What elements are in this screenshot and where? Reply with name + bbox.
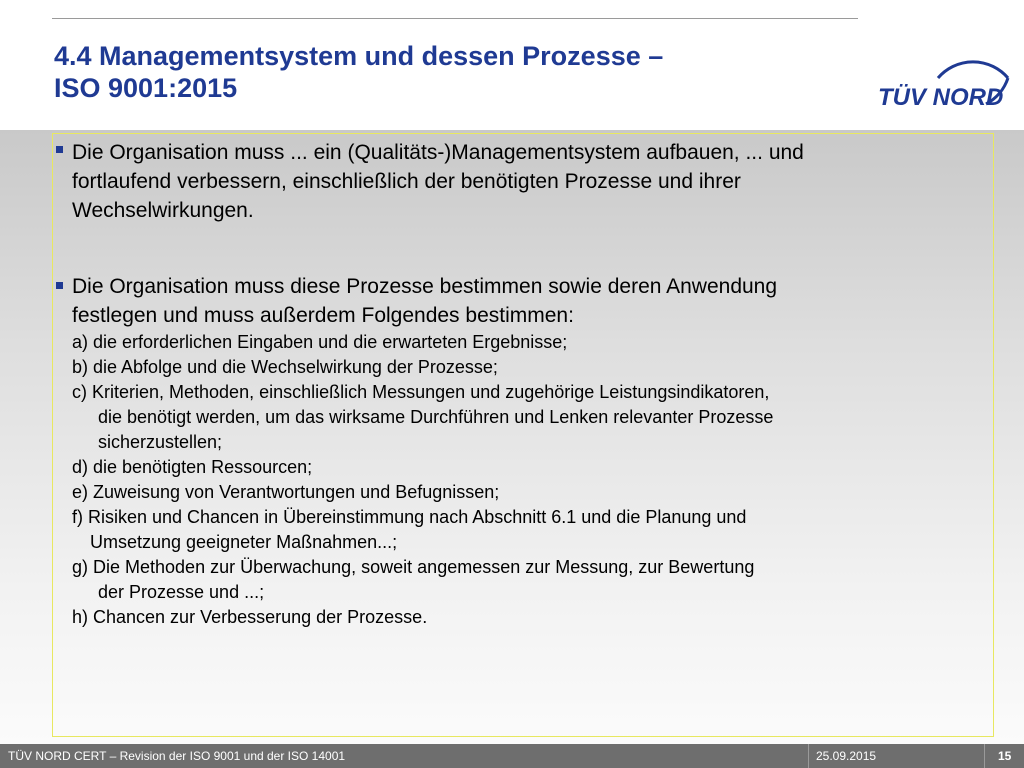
list-item-f: f) Risiken und Chancen in Übereinstimmung nach Abschnitt 6.1 und die Planung und bbox=[72, 507, 747, 527]
footer-divider-2 bbox=[984, 744, 985, 768]
footer-title: TÜV NORD CERT – Revision der ISO 9001 und der ISO 14001 bbox=[8, 749, 346, 763]
list-item-c: c) Kriterien, Methoden, einschließlich Messungen und zugehörige Leistungsindikatoren, bbox=[72, 382, 770, 402]
header-rule bbox=[52, 18, 858, 19]
list-item-d: d) die benötigten Ressourcen; bbox=[72, 457, 313, 477]
slide-footer bbox=[0, 744, 1024, 768]
bullet-2 bbox=[72, 272, 982, 630]
bullet-1 bbox=[72, 138, 982, 225]
list-item-c-cont-1: die benötigt werden, um das wirksame Durchführen und Lenken relevanter Prozesse bbox=[98, 407, 774, 427]
bullet-2-line-1: Die Organisation muss diese Prozesse bestimmen sowie deren Anwendung bbox=[72, 275, 778, 298]
list-item-h: h) Chancen zur Verbesserung der Prozesse. bbox=[72, 607, 428, 627]
list-item-g-cont: der Prozesse und ...; bbox=[98, 582, 265, 602]
bullet-1-line-1: Die Organisation muss ... ein (Qualitäts-)Managementsystem aufbauen, ... und bbox=[72, 141, 804, 164]
slide-title bbox=[54, 40, 814, 104]
bullet-marker-1 bbox=[56, 146, 63, 153]
title-line-1: 4.4 Managementsystem und dessen Prozesse – bbox=[54, 41, 664, 71]
tuv-nord-logo bbox=[874, 44, 1014, 114]
list-item-f-cont: Umsetzung geeigneter Maßnahmen...; bbox=[90, 532, 398, 552]
logo-arc-icon bbox=[874, 44, 1014, 114]
footer-date: 25.09.2015 bbox=[816, 749, 877, 763]
list-item-e: e) Zuweisung von Verantwortungen und Befugnissen; bbox=[72, 482, 500, 502]
bullet-1-line-3: Wechselwirkungen. bbox=[72, 199, 254, 222]
slide-header bbox=[0, 0, 1024, 130]
list-item-b: b) die Abfolge und die Wechselwirkung der Prozesse; bbox=[72, 357, 498, 377]
title-line-2: ISO 9001:2015 bbox=[54, 73, 238, 103]
page-number: 15 bbox=[998, 749, 1012, 763]
list-item-a: a) die erforderlichen Eingaben und die erwarteten Ergebnisse; bbox=[72, 332, 568, 352]
bullet-1-line-2: fortlaufend verbessern, einschließlich der benötigten Prozesse und ihrer bbox=[72, 170, 741, 193]
list-item-g: g) Die Methoden zur Überwachung, soweit angemessen zur Messung, zur Bewertung bbox=[72, 557, 755, 577]
list-item-c-cont-2: sicherzustellen; bbox=[98, 432, 223, 452]
bullet-2-line-2: festlegen und muss außerdem Folgendes bestimmen: bbox=[72, 304, 574, 327]
logo-text: TÜV NORD bbox=[878, 84, 1004, 111]
footer-divider-1 bbox=[808, 744, 809, 768]
bullet-marker-2 bbox=[56, 282, 63, 289]
